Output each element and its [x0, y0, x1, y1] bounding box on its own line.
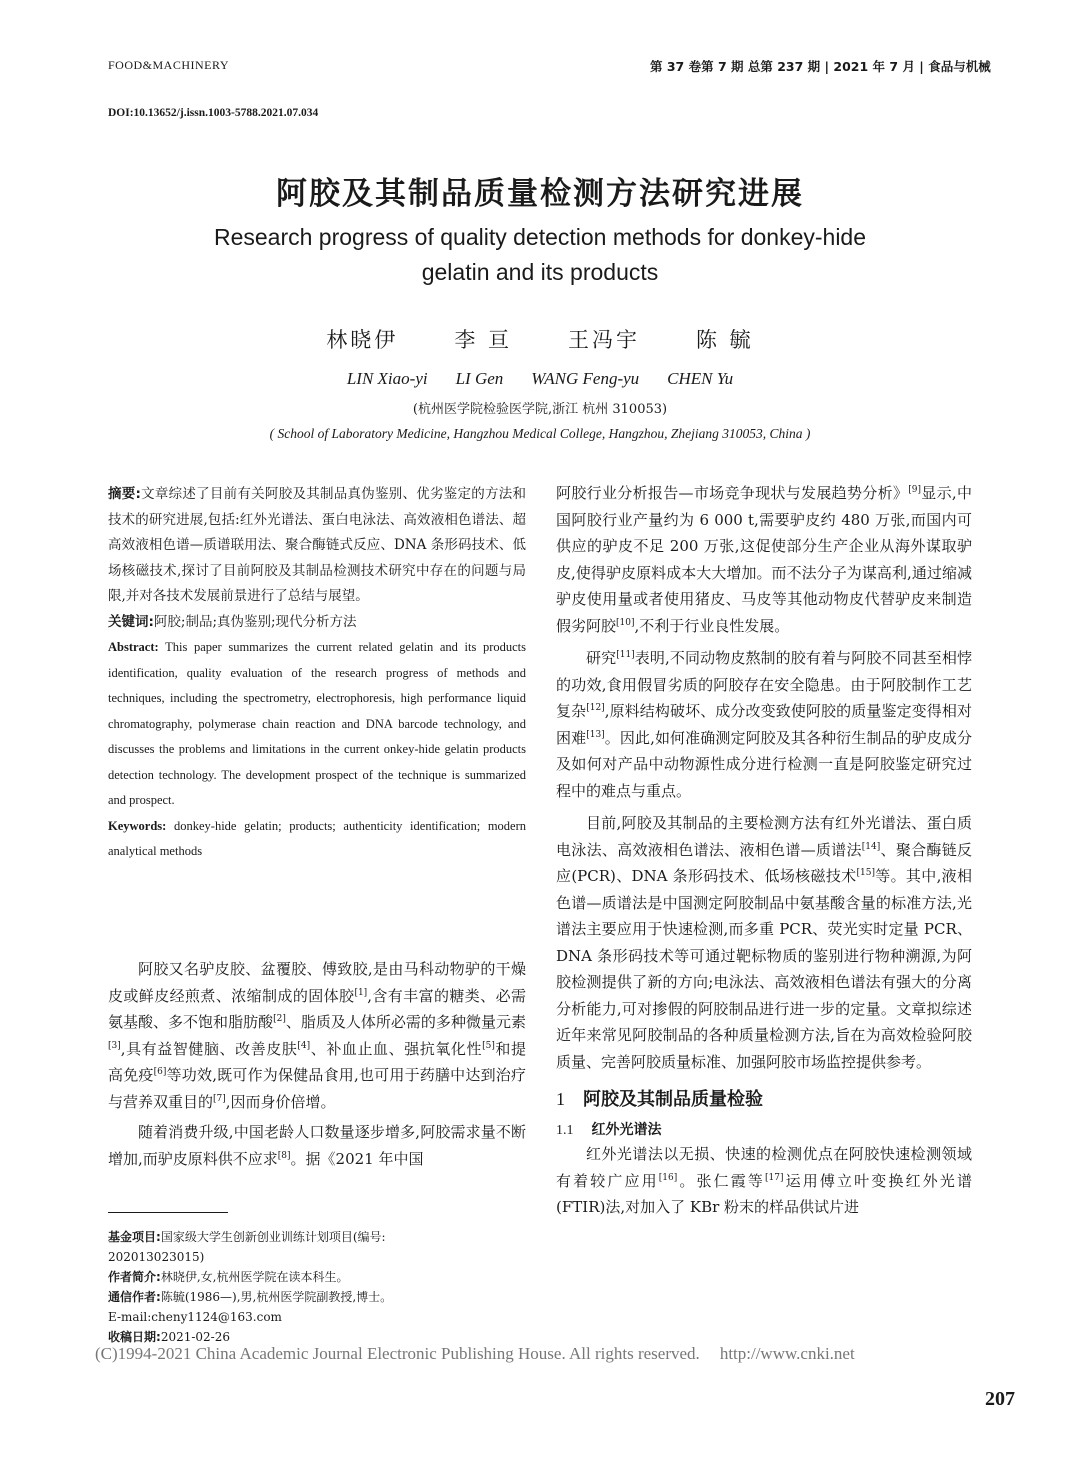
journal-name-en: FOOD&MACHINERY	[108, 58, 230, 72]
author-cn: 王冯宇	[568, 328, 640, 352]
text-run: 、补血止血、强抗氧化性	[310, 1039, 483, 1058]
received-label: 收稿日期:	[108, 1330, 161, 1344]
received-text: 2021-02-26	[160, 1330, 230, 1344]
author-en: LI Gen	[455, 369, 504, 388]
citation: [4]	[297, 1040, 311, 1051]
citation: [10]	[616, 617, 635, 628]
copyright-text: (C)1994-2021 China Academic Journal Electronic Publishing House. All rights reserved.	[95, 1344, 700, 1363]
abstract-cn-text: 文章综述了目前有关阿胶及其制品真伪鉴别、优劣鉴定的方法和技术的研究进展,包括:红外光谱法、蛋白电泳法、高效液相色谱法、超高效液相色谱—质谱联用法、聚合酶链式反应、DNA 条形码技术、低场核磁技术,探讨了目前阿胶及其制品检测技术研究中存在的问题与局限,并对各技术发展前景进行了总结与展望。	[108, 486, 526, 604]
citation: [16]	[658, 1172, 678, 1183]
abstract-en	[108, 635, 526, 814]
paragraph	[556, 480, 972, 639]
section-heading-1	[556, 1085, 972, 1111]
author-cn: 林晓伊	[326, 328, 399, 352]
section-number: 1.1	[556, 1123, 574, 1138]
footnotes	[108, 1227, 526, 1347]
text-run: ,不利于行业良性发展。	[634, 616, 790, 635]
text-run: 阿胶又名驴皮胶、盆覆胶、傅致胶,是由马科动物驴的干燥皮或鲜皮经煎煮、浓缩制成的固体胶	[108, 960, 526, 1005]
copyright-url: http://www.cnki.net	[719, 1344, 855, 1363]
section-heading-1-1	[556, 1119, 972, 1139]
text-run: 红外光谱法以无损、快速的检测优点在阿胶快速检测领域有着较广应用	[556, 1145, 972, 1190]
page-number: 207	[985, 1388, 1015, 1410]
citation: [9]	[908, 485, 921, 495]
body-right	[556, 480, 972, 1221]
text-run: ,含有丰富的糖类、必需氨基酸、多不饱和脂肪酸	[108, 986, 526, 1031]
citation: [6]	[153, 1067, 167, 1077]
body-left	[108, 956, 526, 1172]
authors-cn	[0, 324, 1080, 354]
text-run: 等功效,既可作为保健品食用,也可用于药膳中达到治疗与营养双重目的	[108, 1066, 526, 1111]
author-label: 作者简介:	[108, 1270, 161, 1284]
citation: [2]	[273, 1014, 286, 1024]
text-run: 随着消费升级,中国老龄人口数量逐步增多,阿胶需求量不断增加,而驴皮原料供不应求	[108, 1123, 526, 1168]
citation: [17]	[765, 1172, 784, 1183]
text-run: 和提高免疫	[108, 1039, 526, 1084]
abstract-block	[108, 482, 526, 865]
text-run: 。据《2021 年中国	[290, 1149, 424, 1168]
keywords-en-label: Keywords:	[108, 818, 167, 833]
keywords-cn-text: 阿胶;制品;真伪鉴别;现代分析方法	[153, 613, 357, 630]
citation: [7]	[213, 1093, 226, 1104]
abstract-en-text: This paper summarizes the current related gelatin and its products identification, quality evaluation of the research progress of methods and techniques, including the spectrometry, electrophoresis, high performance liquid chromatography, polymerase chain reaction and DNA barcode technology, and discusses the problems and limitations in the current onkey-hide gelatin products detection technology. The development prospect of the technique is summarized and prospect.	[108, 640, 526, 807]
text-run: 。因此,如何准确测定阿胶及其各种衍生制品的驴皮成分及如何对产品中动物源性成分进行检测一直是阿胶鉴定研究过程中的难点与重点。	[556, 728, 972, 800]
author-text: 林晓伊,女,杭州医学院在读本科生。	[160, 1270, 349, 1284]
citation: [8]	[277, 1150, 291, 1161]
issue-info: 第 37 卷第 7 期 总第 237 期 | 2021 年 7 月 | 食品与机械	[650, 59, 991, 74]
keywords-cn	[108, 610, 526, 636]
citation: [3]	[108, 1040, 121, 1051]
text-run: 等。其中,液相色谱—质谱法是中国测定阿胶制品中氨基酸含量的标准方法,光谱法主要应用于快速检测,而多重 PCR、荧光实时定量 PCR、DNA 条形码技术等可通过靶标物质的鉴别进行物种溯源,为阿胶检测提供了新的方向;电泳法、高效液相色谱法有强大的分离分析能力,可对掺假的阿胶制品进行进一步的定量。文章拟综述近年来常见阿胶制品的各种质量检测方法,旨在为高效检验阿胶质量、完善阿胶质量标准、加强阿胶市场监控提供参考。	[556, 867, 972, 1071]
affiliation-en: ( School of Laboratory Medicine, Hangzhou Medical College, Hangzhou, Zhejiang 310053, China )	[269, 426, 811, 441]
corresponding-label: 通信作者:	[108, 1290, 161, 1304]
paragraph	[556, 645, 972, 804]
paragraph	[108, 956, 526, 1115]
section-number: 1	[556, 1089, 565, 1109]
author-en: CHEN Yu	[667, 369, 734, 388]
citation: [14]	[861, 841, 881, 852]
text-run: 、聚合酶链反应(PCR)、DNA 条形码技术、低场核磁技术	[556, 840, 972, 885]
email: E-mail:cheny1124@163.com	[108, 1310, 282, 1324]
affiliation-cn: (杭州医学院检验医学院,浙江 杭州 310053)	[412, 402, 668, 417]
author-en: LIN Xiao-yi	[346, 369, 428, 388]
author-en: WANG Feng-yu	[531, 369, 640, 388]
paragraph	[556, 1141, 972, 1221]
footnote-divider	[108, 1212, 228, 1213]
keywords-cn-label: 关键词:	[108, 613, 154, 630]
paragraph	[108, 1119, 526, 1172]
text-run: 研究	[586, 649, 617, 667]
text-run: 表明,不同动物皮熬制的胶有着与阿胶不同甚至相悖的功效,食用假冒劣质的阿胶存在安全隐患。由于阿胶制作工艺复杂	[556, 649, 972, 720]
title-en-line-1: Research progress of quality detection methods for donkey-hide	[213, 224, 867, 250]
author-cn: 李 亘	[454, 328, 512, 352]
abstract-cn	[108, 482, 526, 610]
copyright-notice	[95, 1344, 855, 1364]
paragraph	[556, 810, 972, 1075]
abstract-cn-label: 摘要:	[108, 486, 141, 502]
text-run: 。张仁霞等	[677, 1171, 766, 1190]
fund-label: 基金项目:	[108, 1230, 161, 1244]
text-run: ,因而身价倍增。	[225, 1092, 336, 1111]
text-run: ,原料结构破坏、成分改变致使阿胶的质量鉴定变得相对困难	[556, 702, 972, 747]
section-title: 阿胶及其制品质量检验	[583, 1089, 763, 1110]
text-run: 、脂质及人体所必需的多种微量元素	[285, 1013, 526, 1031]
author-note	[108, 1267, 526, 1287]
text-run: 阿胶行业分析报告—市场竞争现状与发展趋势分析》	[556, 484, 909, 502]
section-title: 红外光谱法	[591, 1122, 662, 1138]
citation: [13]	[586, 729, 605, 740]
citation: [5]	[482, 1040, 495, 1051]
abstract-en-label: Abstract:	[108, 640, 159, 654]
keywords-en-text: donkey-hide gelatin; products; authenticity identification; modern analytical methods	[108, 818, 527, 858]
citation: [1]	[354, 987, 368, 998]
authors-en	[0, 369, 1080, 389]
text-run: ,具有益智健脑、改善皮肤	[120, 1039, 298, 1058]
fund-note	[108, 1227, 526, 1247]
keywords-en	[108, 814, 526, 865]
corresponding-text: 陈毓(1986—),男,杭州医学院副教授,博士。	[160, 1290, 393, 1304]
citation: [15]	[856, 868, 875, 878]
corresponding-note	[108, 1287, 526, 1307]
title-en-line-2: gelatin and its products	[421, 259, 659, 285]
text-run: 显示,中国阿胶行业产量约为 6 000 t,需要驴皮约 480 万张,而国内可供应的驴皮不足 200 万张,这促使部分生产企业从海外谋取驴皮,使得驴皮原料成本大大增加。而不法分子为谋高利,通过缩减驴皮使用量或者使用猪皮、马皮等其他动物皮代替驴皮来制造假劣阿胶	[556, 484, 972, 635]
citation: [11]	[616, 650, 635, 660]
doi: DOI:10.13652/j.issn.1003-5788.2021.07.034	[108, 107, 319, 119]
fund-note-cont: 202013023015)	[108, 1250, 205, 1264]
fund-text: 国家级大学生创新创业训练计划项目(编号:	[160, 1230, 386, 1244]
citation: [12]	[586, 703, 605, 713]
author-cn: 陈 毓	[696, 328, 754, 352]
title-cn: 阿胶及其制品质量检测方法研究进展	[276, 176, 804, 212]
text-run: 运用傅立叶变换红外光谱(FTIR)法,对加入了 KBr 粉末的样品供试片进	[556, 1171, 972, 1216]
text-run: 目前,阿胶及其制品的主要检测方法有红外光谱法、蛋白质电泳法、高效液相色谱法、液相色谱—质谱法	[556, 814, 972, 859]
title-en	[140, 220, 940, 290]
